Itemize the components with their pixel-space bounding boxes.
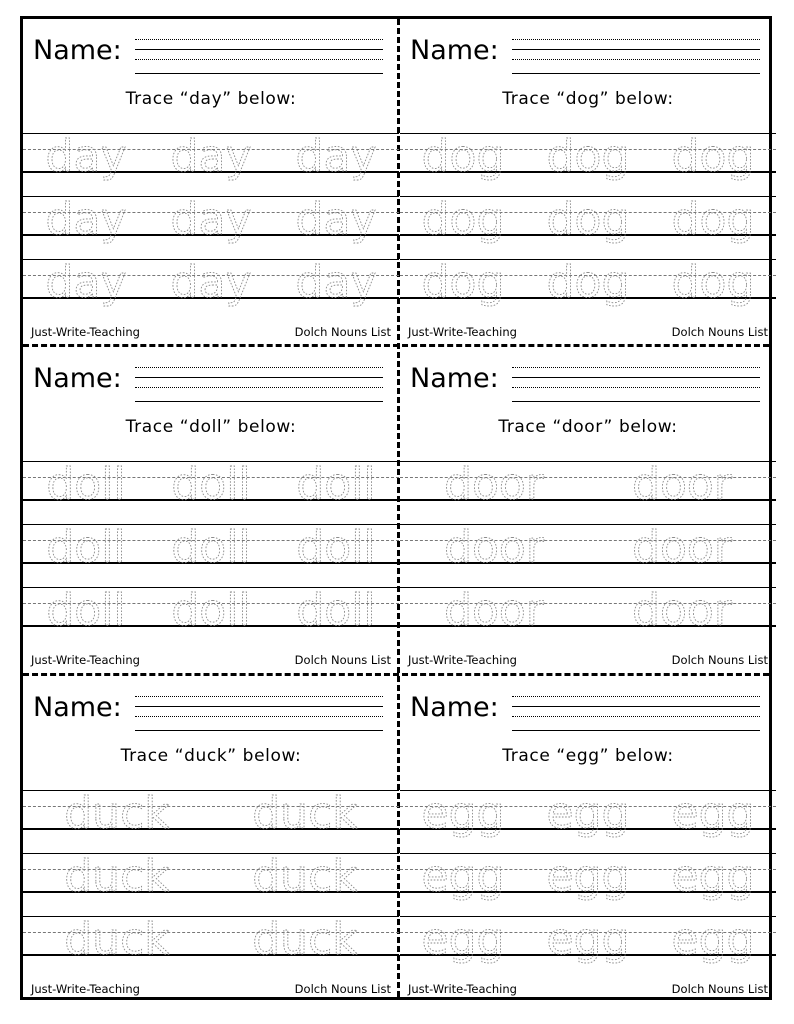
- name-line: [135, 706, 383, 707]
- list-name-footer: Dolch Nouns List: [671, 653, 768, 667]
- handwriting-row[interactable]: [400, 788, 776, 839]
- svg-text:doll: doll: [171, 585, 251, 636]
- trace-word: [64, 845, 170, 907]
- svg-text:day: day: [45, 131, 127, 182]
- trace-word: [663, 125, 763, 187]
- svg-text:day: day: [45, 194, 127, 245]
- name-line-dotted: [135, 716, 383, 717]
- name-line: [512, 706, 760, 707]
- handwriting-row[interactable]: [400, 257, 776, 308]
- trace-word: [161, 251, 261, 313]
- svg-text:door: door: [632, 522, 732, 573]
- list-name-footer: Dolch Nouns List: [671, 982, 768, 996]
- handwriting-row[interactable]: [400, 914, 776, 965]
- trace-word: [538, 782, 638, 844]
- trace-word: [444, 579, 544, 641]
- trace-card: [23, 347, 399, 675]
- svg-text:egg: egg: [421, 851, 505, 902]
- trace-word: [413, 251, 513, 313]
- trace-word: [161, 579, 261, 641]
- handwriting-row[interactable]: [400, 851, 776, 902]
- name-write-line[interactable]: [512, 73, 760, 74]
- name-line-dotted: [512, 39, 760, 40]
- trace-word: [538, 125, 638, 187]
- svg-text:door: door: [444, 585, 544, 636]
- trace-word: [538, 845, 638, 907]
- svg-text:day: day: [295, 194, 377, 245]
- svg-text:door: door: [632, 459, 732, 510]
- trace-instruction: Trace “duck” below:: [120, 746, 302, 766]
- trace-word: [538, 188, 638, 250]
- handwriting-row[interactable]: [23, 914, 399, 965]
- brand-footer: Just-Write-Teaching: [408, 653, 517, 667]
- trace-word: [286, 125, 386, 187]
- svg-text:doll: doll: [46, 522, 126, 573]
- handwriting-row[interactable]: [400, 459, 776, 510]
- svg-text:egg: egg: [671, 914, 755, 965]
- svg-text:egg: egg: [421, 788, 505, 839]
- name-line-dotted: [135, 59, 383, 60]
- trace-word: [413, 188, 513, 250]
- trace-word: [444, 516, 544, 578]
- svg-text:day: day: [295, 257, 377, 308]
- brand-footer: Just-Write-Teaching: [31, 653, 140, 667]
- name-line: [512, 377, 760, 378]
- name-line-dotted: [512, 696, 760, 697]
- brand-footer: Just-Write-Teaching: [408, 982, 517, 996]
- svg-text:day: day: [170, 131, 252, 182]
- trace-word: [413, 782, 513, 844]
- trace-word: [252, 782, 358, 844]
- trace-card: [400, 676, 776, 1004]
- svg-text:dog: dog: [421, 131, 505, 182]
- handwriting-row[interactable]: [23, 585, 399, 636]
- trace-word: [663, 251, 763, 313]
- name-line-dotted: [512, 59, 760, 60]
- trace-word: [538, 251, 638, 313]
- list-name-footer: Dolch Nouns List: [294, 325, 391, 339]
- svg-text:egg: egg: [546, 788, 630, 839]
- svg-text:duck: duck: [64, 914, 170, 965]
- svg-text:doll: doll: [171, 459, 251, 510]
- name-line-dotted: [135, 367, 383, 368]
- trace-word: [286, 251, 386, 313]
- brand-footer: Just-Write-Teaching: [31, 982, 140, 996]
- name-line-dotted: [512, 716, 760, 717]
- svg-text:duck: duck: [64, 851, 170, 902]
- trace-word: [286, 453, 386, 515]
- svg-text:egg: egg: [546, 851, 630, 902]
- trace-word: [632, 453, 732, 515]
- trace-instruction: Trace “doll” below:: [125, 417, 297, 437]
- name-line-dotted: [135, 387, 383, 388]
- trace-instruction: Trace “dog” below:: [502, 89, 674, 109]
- svg-text:dog: dog: [671, 194, 755, 245]
- trace-word: [161, 453, 261, 515]
- trace-word: [36, 188, 136, 250]
- trace-word: [36, 453, 136, 515]
- name-line: [135, 49, 383, 50]
- name-write-line[interactable]: [135, 401, 383, 402]
- handwriting-row[interactable]: [23, 788, 399, 839]
- trace-word: [286, 188, 386, 250]
- name-write-line[interactable]: [135, 730, 383, 731]
- svg-text:doll: doll: [296, 585, 376, 636]
- svg-text:day: day: [170, 194, 252, 245]
- svg-text:doll: doll: [46, 459, 126, 510]
- handwriting-row[interactable]: [23, 194, 399, 245]
- handwriting-row[interactable]: [400, 131, 776, 182]
- trace-instruction: Trace “egg” below:: [502, 746, 674, 766]
- trace-word: [413, 845, 513, 907]
- svg-text:door: door: [632, 585, 732, 636]
- trace-word: [632, 579, 732, 641]
- svg-text:duck: duck: [64, 788, 170, 839]
- svg-text:egg: egg: [671, 788, 755, 839]
- trace-word: [663, 188, 763, 250]
- trace-word: [444, 453, 544, 515]
- name-write-line[interactable]: [135, 73, 383, 74]
- trace-card: [400, 19, 776, 347]
- trace-word: [36, 516, 136, 578]
- handwriting-row[interactable]: [23, 459, 399, 510]
- trace-card: [23, 19, 399, 347]
- name-line-dotted: [512, 367, 760, 368]
- trace-word: [252, 845, 358, 907]
- name-label: Name:: [33, 35, 122, 66]
- svg-text:doll: doll: [46, 585, 126, 636]
- svg-text:dog: dog: [421, 257, 505, 308]
- brand-footer: Just-Write-Teaching: [408, 325, 517, 339]
- trace-word: [538, 908, 638, 970]
- svg-text:doll: doll: [296, 459, 376, 510]
- name-write-line[interactable]: [512, 730, 760, 731]
- svg-text:egg: egg: [421, 914, 505, 965]
- handwriting-row[interactable]: [23, 851, 399, 902]
- trace-word: [161, 125, 261, 187]
- trace-word: [36, 125, 136, 187]
- svg-text:duck: duck: [252, 788, 358, 839]
- handwriting-row[interactable]: [23, 257, 399, 308]
- svg-text:door: door: [444, 459, 544, 510]
- name-line: [512, 49, 760, 50]
- trace-word: [632, 516, 732, 578]
- svg-text:egg: egg: [671, 851, 755, 902]
- name-label: Name:: [410, 35, 499, 66]
- handwriting-row[interactable]: [400, 585, 776, 636]
- trace-word: [36, 251, 136, 313]
- name-label: Name:: [33, 363, 122, 394]
- trace-word: [413, 908, 513, 970]
- name-line-dotted: [135, 696, 383, 697]
- handwriting-row[interactable]: [23, 131, 399, 182]
- svg-text:doll: doll: [171, 522, 251, 573]
- trace-word: [286, 516, 386, 578]
- trace-word: [252, 908, 358, 970]
- name-label: Name:: [33, 692, 122, 723]
- handwriting-row[interactable]: [23, 522, 399, 573]
- svg-text:dog: dog: [671, 131, 755, 182]
- brand-footer: Just-Write-Teaching: [31, 325, 140, 339]
- trace-word: [663, 845, 763, 907]
- trace-word: [663, 908, 763, 970]
- list-name-footer: Dolch Nouns List: [294, 982, 391, 996]
- name-label: Name:: [410, 363, 499, 394]
- name-write-line[interactable]: [512, 401, 760, 402]
- svg-text:duck: duck: [252, 851, 358, 902]
- list-name-footer: Dolch Nouns List: [294, 653, 391, 667]
- trace-word: [64, 782, 170, 844]
- trace-card: [400, 347, 776, 675]
- name-line: [135, 377, 383, 378]
- svg-text:dog: dog: [546, 131, 630, 182]
- trace-word: [161, 516, 261, 578]
- worksheet-page: [20, 16, 772, 1000]
- name-line-dotted: [512, 387, 760, 388]
- svg-text:dog: dog: [546, 257, 630, 308]
- svg-text:door: door: [444, 522, 544, 573]
- trace-instruction: Trace “day” below:: [125, 89, 297, 109]
- handwriting-row[interactable]: [400, 194, 776, 245]
- trace-word: [413, 125, 513, 187]
- svg-text:day: day: [45, 257, 127, 308]
- svg-text:day: day: [295, 131, 377, 182]
- trace-word: [663, 782, 763, 844]
- trace-word: [64, 908, 170, 970]
- svg-text:dog: dog: [421, 194, 505, 245]
- svg-text:duck: duck: [252, 914, 358, 965]
- name-label: Name:: [410, 692, 499, 723]
- svg-text:doll: doll: [296, 522, 376, 573]
- trace-word: [36, 579, 136, 641]
- trace-instruction: Trace “door” below:: [498, 417, 678, 437]
- list-name-footer: Dolch Nouns List: [671, 325, 768, 339]
- svg-text:dog: dog: [546, 194, 630, 245]
- name-line-dotted: [135, 39, 383, 40]
- svg-text:egg: egg: [546, 914, 630, 965]
- handwriting-row[interactable]: [400, 522, 776, 573]
- svg-text:day: day: [170, 257, 252, 308]
- trace-card: [23, 676, 399, 1004]
- trace-word: [286, 579, 386, 641]
- svg-text:dog: dog: [671, 257, 755, 308]
- trace-word: [161, 188, 261, 250]
